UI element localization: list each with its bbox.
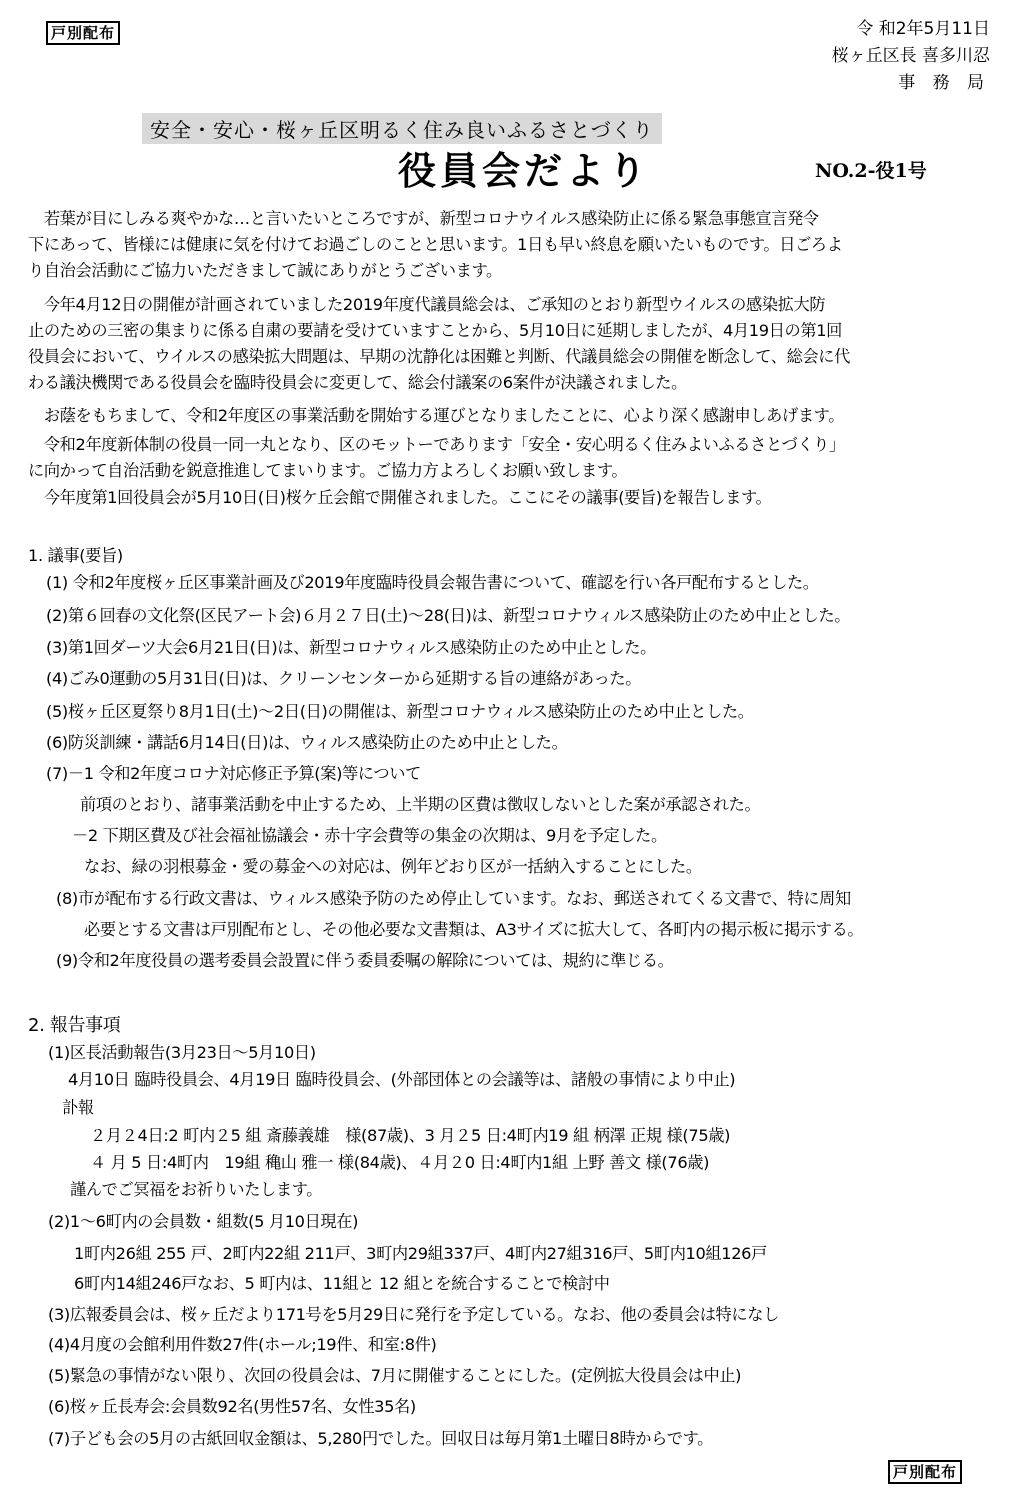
agenda-item: (1) 令和2年度桜ヶ丘区事業計画及び2019年度臨時役員会報告書について、確認を行い各戸配布するとした。 [46,573,819,592]
intro-line: わる議決機関である役員会を臨時役員会に変更して、総会付議案の6案件が決議されました。 [28,373,687,392]
intro-line: 役員会において、ウイルスの感染拡大問題は、早期の沈静化は困難と判断、代議員総会の開催を断念して、総会に代 [28,347,850,366]
report-item: (2)1～6町内の会員数・組数(5 月10日現在) [48,1212,359,1231]
distribution-label-bottom: 戸別配布 [888,1460,962,1484]
section-1-heading: 1. 議事(要旨) [28,546,123,565]
report-item: ２月２4日:2 町内２5 組 斎藤義雄 様(87歳)、3 月２5 日:4町内19 組 柄澤 正規 様(75歳) [90,1126,731,1145]
author: 桜ヶ丘区長 喜多川忍 [831,46,990,66]
office: 事 務 局 [898,73,990,93]
report-item: (5)緊急の事情がない限り、次回の役員会は、7月に開催することにした。(定例拡大役員会は中止) [48,1366,742,1385]
intro-line: お蔭をもちまして、令和2年度区の事業活動を開始する運びとなりましたことに、心より深く感謝申しあげます。 [28,406,845,425]
report-item: 1町内26組 255 戸、2町内22組 211戸、3町内29組337戸、4町内27組316戸、5町内10組126戸 [74,1244,767,1263]
report-item: 謹んでご冥福をお祈りいたします。 [70,1180,323,1199]
intro-line: 下にあって、皆様には健康に気を付けてお過ごしのことと思います。1日も早い終息を願いたいものです。日ごろよ [28,235,843,254]
intro-line: 令和2年度新体制の役員一同一丸となり、区のモットーであります「安全・安心明るく住みよいふるさとづくり」 [28,435,845,454]
agenda-item: －2 下期区費及び社会福祉協議会・赤十字会費等の集金の次期は、9月を予定した。 [72,826,667,845]
agenda-item: なお、緑の羽根募金・愛の募金への対応は、例年どおり区が一括納入することにした。 [84,857,702,876]
slogan: 安全・安心・桜ヶ丘区明るく住み良いふるさとづくり [142,113,662,144]
report-item: (7)子ども会の5月の古紙回収金額は、5,280円でした。回収日は毎月第1土曜日8時からです。 [48,1429,714,1448]
intro-line: 今年4月12日の開催が計画されていました2019年度代議員総会は、ご承知のとおり新型ウイルスの感染拡大防 [28,295,826,314]
agenda-item: (2)第６回春の文化祭(区民アート会)６月２７日(土)～28(日)は、新型コロナウィルス感染防止のため中止とした。 [46,606,851,625]
intro-line: 若葉が目にしみる爽やかな…と言いたいところですが、新型コロナウイルス感染防止に係る緊急事態宣言発令 [28,209,819,228]
agenda-item: (6)防災訓練・講話6月14日(日)は、ウィルス感染防止のため中止とした。 [46,733,568,752]
intro-line: り自治会活動にご協力いただきまして誠にありがとうございます。 [28,261,502,280]
report-item: (1)区長活動報告(3月23日～5月10日) [48,1043,316,1062]
agenda-item: (8)市が配布する行政文書は、ウィルス感染予防のため停止しています。なお、郵送されてくる文書で、特に周知 [56,889,851,908]
issue-date: 令 和2年5月11日 [856,19,990,39]
report-item: (4)4月度の会館利用件数27件(ホール;19件、和室:8件) [48,1335,437,1354]
report-item: 6町内14組246戸なお、5 町内は、11組と 12 組とを統合することで検討中 [74,1274,610,1293]
agenda-item: (5)桜ヶ丘区夏祭り8月1日(土)～2日(日)の開催は、新型コロナウィルス感染防止のため中止とした。 [46,702,754,721]
agenda-item: 必要とする文書は戸別配布とし、その他必要な文書類は、A3サイズに拡大して、各町内の掲示板に掲示する。 [84,920,864,939]
agenda-item: (4)ごみ0運動の5月31日(日)は、クリーンセンターから延期する旨の連絡があった。 [46,669,642,688]
agenda-item: (3)第1回ダーツ大会6月21日(日)は、新型コロナウィルス感染防止のため中止とした。 [46,638,656,657]
intro-line: 今年度第1回役員会が5月10日(日)桜ケ丘会館で開催されました。ここにその議事(要旨)を報告します。 [28,488,772,507]
report-item: (3)広報委員会は、桜ヶ丘だより171号を5月29日に発行を予定している。なお、他の委員会は特になし [48,1305,779,1324]
report-item: 4月10日 臨時役員会、4月19日 臨時役員会、(外部団体との会議等は、諸般の事情により中止) [68,1070,736,1089]
distribution-label-top: 戸別配布 [46,21,120,45]
report-item: 訃報 [62,1098,94,1117]
intro-line: に向かって自治活動を鋭意推進してまいります。ご協力方よろしくお願い致します。 [28,461,628,480]
agenda-item: (9)令和2年度役員の選考委員会設置に伴う委員委嘱の解除については、規約に準じる。 [56,951,674,970]
agenda-item: 前項のとおり、諸事業活動を中止するため、上半期の区費は徴収しないとした案が承認された。 [80,795,761,814]
intro-line: 止のための三密の集まりに係る自粛の要請を受けていますことから、5月10日に延期しましたが、4月19日の第1回 [28,321,843,340]
issue-number: NO.2-役1号 [815,160,927,182]
report-item: (6)桜ヶ丘長寿会:会員数92名(男性57名、女性35名) [48,1397,416,1416]
report-item: ４ 月 5 日:4町内 19組 穐山 雅一 様(84歳)、４月２0 日:4町内1組 上野 善文 様(76歳) [90,1153,710,1172]
agenda-item: (7)－1 令和2年度コロナ対応修正予算(案)等について [46,764,421,783]
page-title: 役員会だより [398,148,651,193]
section-2-heading: 2. 報告事項 [28,1015,121,1036]
